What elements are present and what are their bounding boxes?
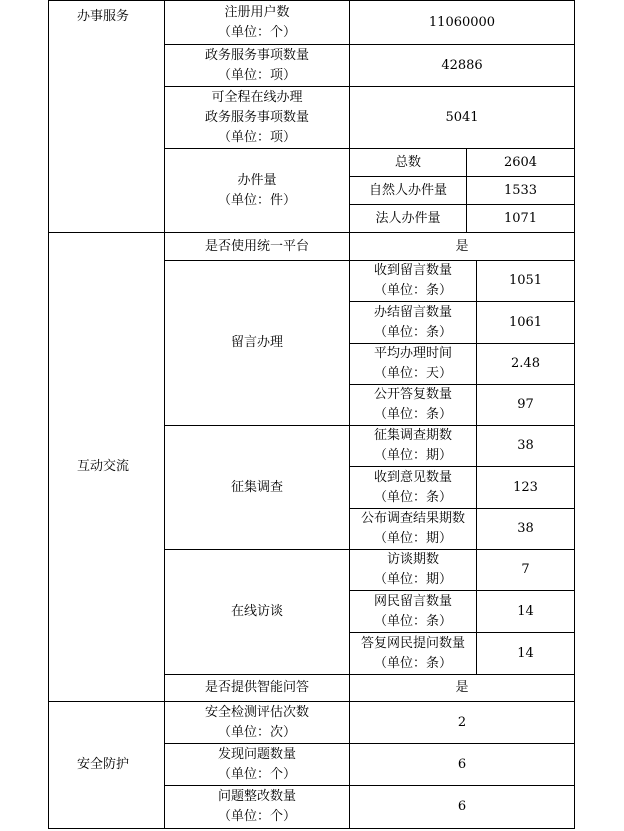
registered-users-label: 注册用户数 （单位：个） — [164, 0, 350, 45]
messages-handled-value: 1061 — [476, 301, 575, 344]
section-service: 办事服务 — [48, 0, 165, 233]
messages-public-replies-value: 97 — [476, 384, 575, 426]
issues-found-value: 6 — [349, 743, 575, 786]
online-items-value: 5041 — [349, 86, 575, 149]
interview-answers-value: 14 — [476, 632, 575, 675]
volume-label: 办件量 （单位：件） — [164, 148, 350, 233]
section-security: 安全防护 — [48, 701, 165, 829]
interview-netizen-msgs-value: 14 — [476, 590, 575, 633]
volume-total-label: 总数 — [349, 148, 467, 177]
interview-answers-label: 答复网民提问数量 （单位：条） — [349, 632, 477, 675]
unified-platform-label: 是否使用统一平台 — [164, 232, 350, 261]
messages-avg-time-label: 平均办理时间 （单位：天） — [349, 343, 477, 385]
survey-results-value: 38 — [476, 508, 575, 550]
messages-avg-time-value: 2.48 — [476, 343, 575, 385]
unified-platform-value: 是 — [349, 232, 575, 261]
interview-periods-label: 访谈期数 （单位：期） — [349, 549, 477, 591]
service-items-label: 政务服务事项数量 （单位：项） — [164, 44, 350, 87]
issues-found-label: 发现问题数量 （单位：个） — [164, 743, 350, 786]
assessments-label: 安全检测评估次数 （单位：次） — [164, 701, 350, 744]
messages-handled-label: 办结留言数量 （单位：条） — [349, 301, 477, 344]
smart-qa-label: 是否提供智能问答 — [164, 674, 350, 702]
survey-results-label: 公布调查结果期数 （单位：期） — [349, 508, 477, 550]
smart-qa-value: 是 — [349, 674, 575, 702]
online-items-label: 可全程在线办理 政务服务事项数量 （单位：项） — [164, 86, 350, 149]
issues-fixed-label: 问题整改数量 （单位：个） — [164, 785, 350, 829]
assessments-value: 2 — [349, 701, 575, 744]
messages-label: 留言办理 — [164, 260, 350, 426]
messages-received-label: 收到留言数量 （单位：条） — [349, 260, 477, 302]
survey-label: 征集调查 — [164, 425, 350, 550]
registered-users-value: 11060000 — [349, 0, 575, 45]
issues-fixed-value: 6 — [349, 785, 575, 829]
volume-natural-value: 1533 — [466, 176, 575, 205]
volume-total-value: 2604 — [466, 148, 575, 177]
survey-periods-value: 38 — [476, 425, 575, 467]
survey-periods-label: 征集调查期数 （单位：期） — [349, 425, 477, 467]
volume-legal-value: 1071 — [466, 204, 575, 233]
interview-label: 在线访谈 — [164, 549, 350, 675]
interview-periods-value: 7 — [476, 549, 575, 591]
volume-legal-label: 法人办件量 — [349, 204, 467, 233]
messages-received-value: 1051 — [476, 260, 575, 302]
service-items-value: 42886 — [349, 44, 575, 87]
section-interaction: 互动交流 — [48, 232, 165, 702]
volume-natural-label: 自然人办件量 — [349, 176, 467, 205]
messages-public-replies-label: 公开答复数量 （单位：条） — [349, 384, 477, 426]
survey-opinions-value: 123 — [476, 466, 575, 509]
interview-netizen-msgs-label: 网民留言数量 （单位：条） — [349, 590, 477, 633]
survey-opinions-label: 收到意见数量 （单位：条） — [349, 466, 477, 509]
